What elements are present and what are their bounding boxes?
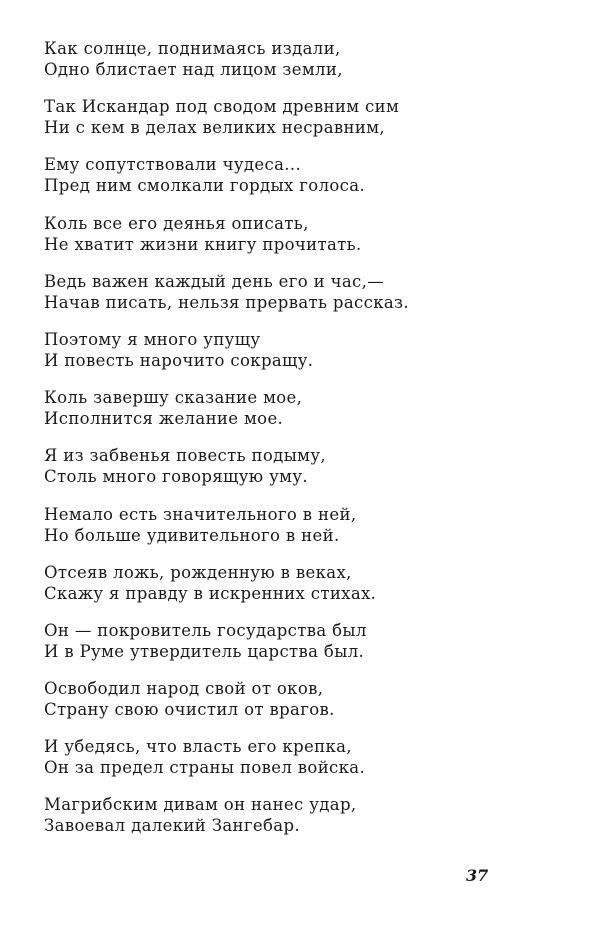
poem-line: Магрибским дивам он нанес удар, (44, 795, 357, 815)
poem-line: Я из забвенья повесть подыму, (44, 446, 327, 466)
poem-line: Он за предел страны повел войска. (44, 758, 366, 778)
poem-line: И в Руме утвердитель царства был. (44, 641, 365, 661)
poem-line: И повесть нарочито сокращу. (44, 350, 314, 370)
poem-line: Одно блистает над лицом земли, (44, 60, 343, 79)
stanza-1 (44, 38, 564, 96)
stanza-3 (44, 154, 564, 212)
stanza-7 (44, 387, 564, 445)
stanza-11 (44, 620, 564, 678)
poem-line: Коль все его деянья описать, (44, 213, 309, 233)
poem-line: И убедясь, что власть его крепка, (44, 737, 352, 757)
poem-line: Не хватит жизни книгу прочитать. (44, 234, 362, 254)
poem-line: Как солнце, поднимаясь издали, (44, 39, 341, 58)
stanza-2 (44, 96, 564, 154)
poem-line: Освободил народ свой от оков, (44, 679, 324, 699)
poem-line: Но больше удивительного в ней. (44, 525, 340, 545)
stanza-12 (44, 678, 564, 736)
poem-line: Он — покровитель государства был (44, 620, 367, 640)
stanza-6 (44, 329, 564, 387)
poem-line: Немало есть значительного в ней, (44, 504, 357, 524)
stanza-10 (44, 562, 564, 620)
poem-line: Страну свою очистил от врагов. (44, 700, 335, 720)
poem-line: Столь много говорящую уму. (44, 467, 309, 487)
poem-line: Ему сопутствовали чудеса... (44, 155, 302, 175)
poem-line: Ни с кем в делах великих несравним, (44, 118, 386, 138)
poem (44, 38, 564, 853)
stanza-8 (44, 445, 564, 503)
poem-line: Исполнится желание мое. (44, 409, 284, 429)
poem-line: Пред ним смолкали гордых голоса. (44, 176, 366, 196)
poem-line: Скажу я правду в искренних стихах. (44, 583, 377, 603)
poem-line: Начав писать, нельзя прервать рассказ. (44, 292, 410, 312)
stanza-5 (44, 271, 564, 329)
stanza-14 (44, 794, 564, 852)
stanza-13 (44, 736, 564, 794)
stanza-4 (44, 213, 564, 271)
page-number: 37 (466, 866, 489, 885)
poem-line: Завоевал далекий Зангебар. (44, 816, 300, 836)
poem-line: Отсеяв ложь, рожденную в веках, (44, 562, 352, 582)
poem-line: Ведь важен каждый день его и час,— (44, 271, 385, 291)
stanza-9 (44, 504, 564, 562)
poem-line: Коль завершу сказание мое, (44, 388, 303, 408)
poem-line: Поэтому я много упущу (44, 329, 261, 349)
poem-line: Так Искандар под сводом древним сим (44, 97, 400, 117)
